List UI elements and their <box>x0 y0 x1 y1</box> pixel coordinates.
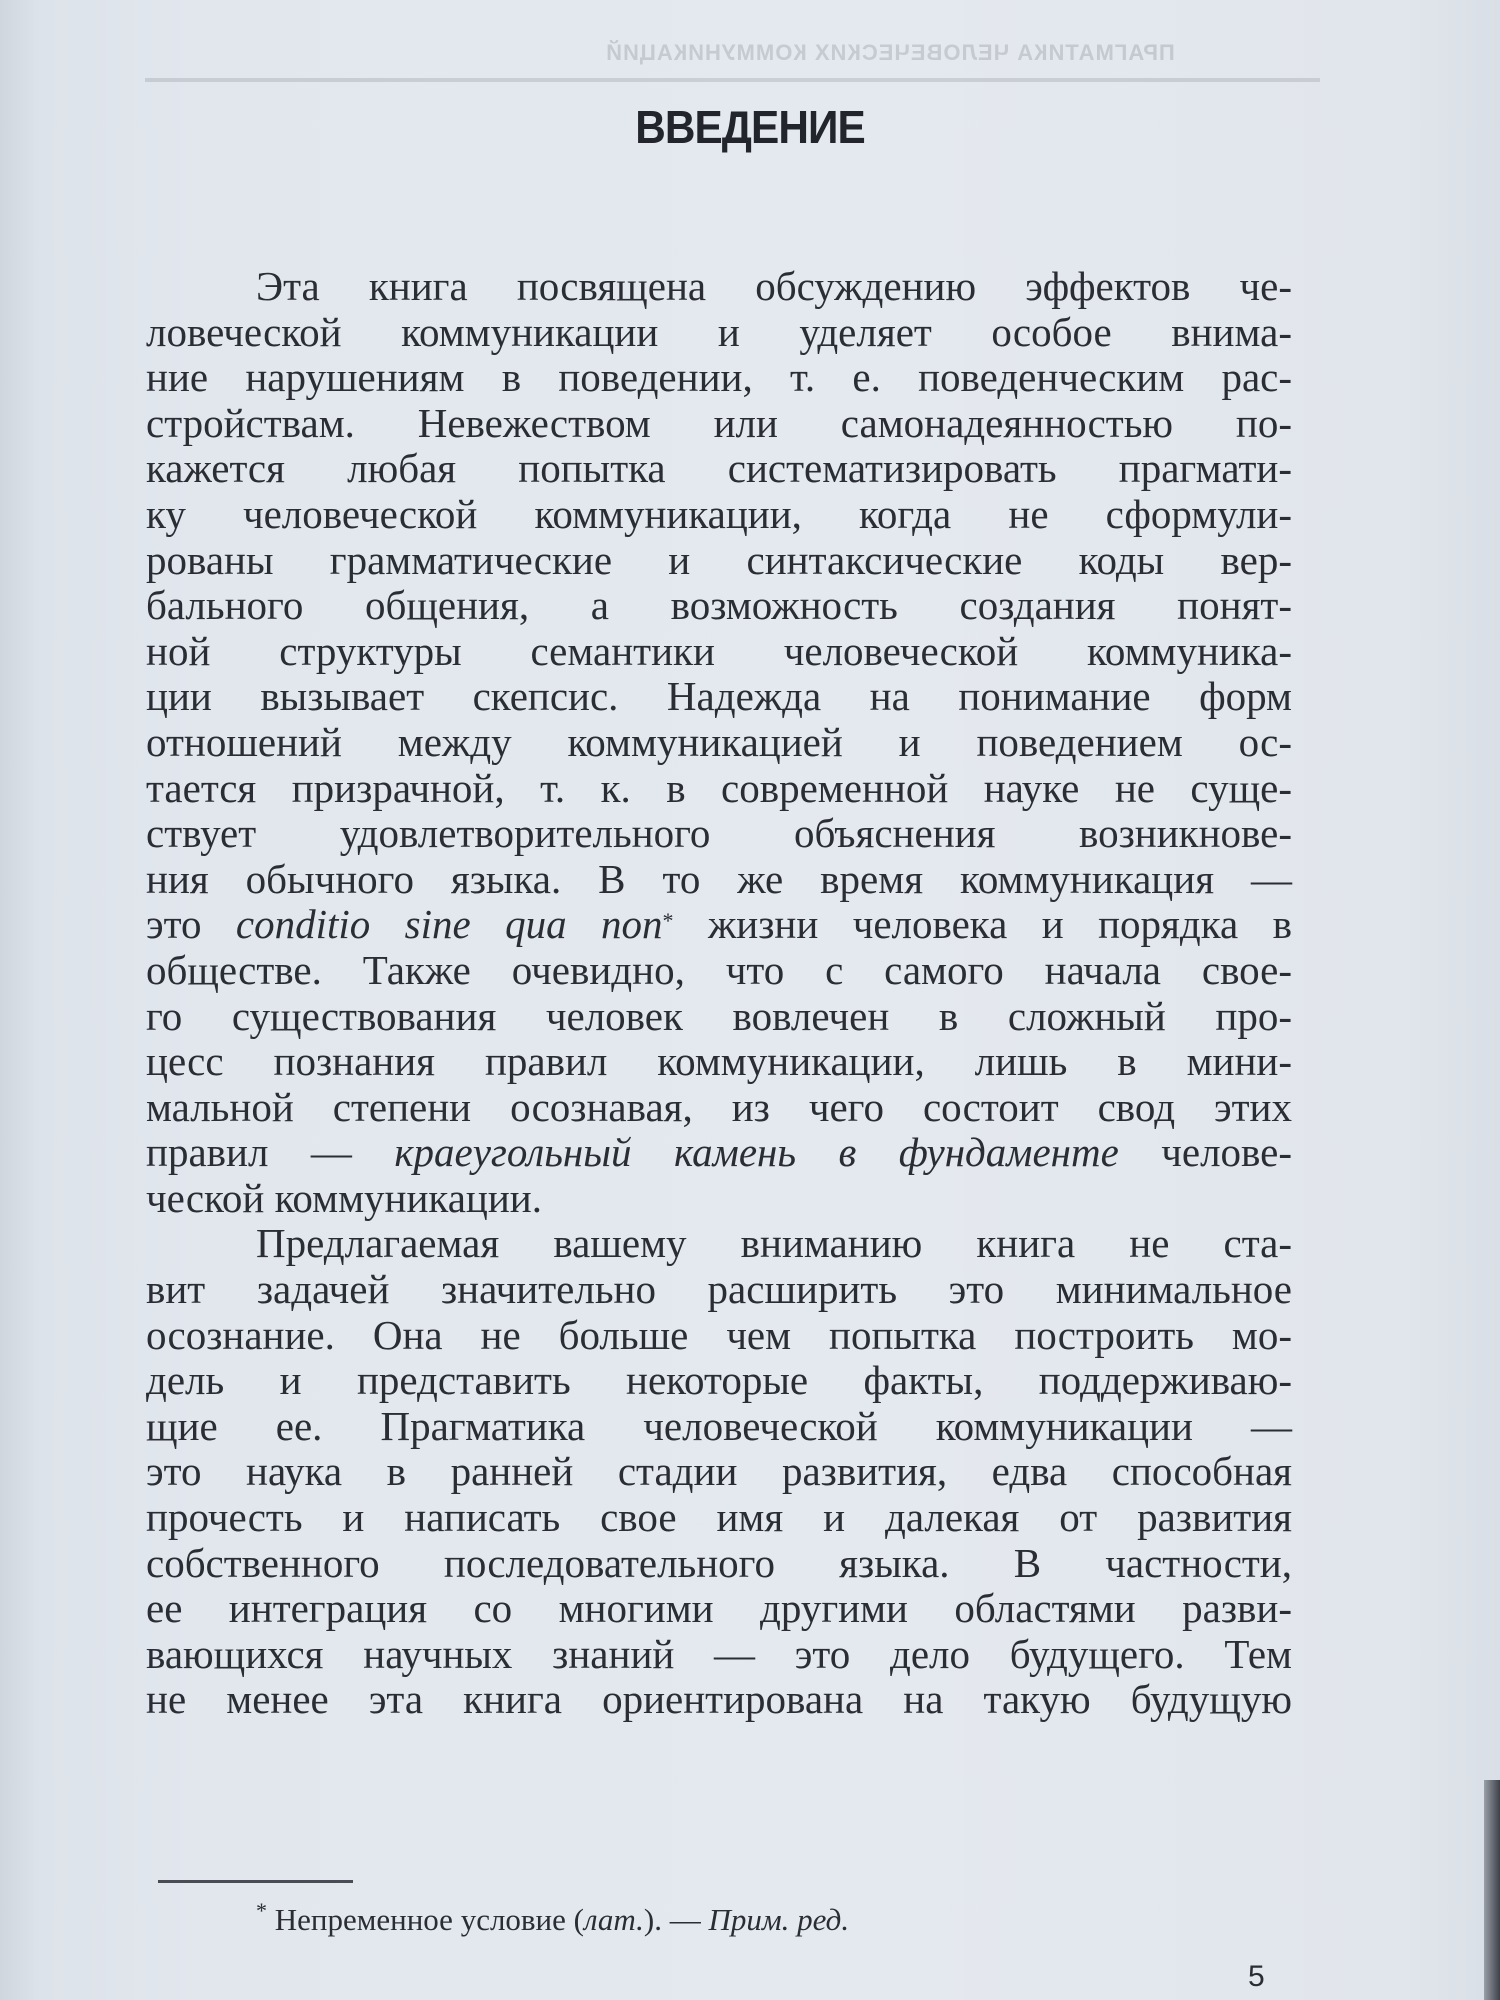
text-line: кажется любая попытка систематизировать прагмати- <box>146 445 1292 492</box>
text-line: го существования человек вовлечен в сложный про- <box>146 992 1292 1039</box>
book-edge-shadow <box>1484 1780 1500 2000</box>
chapter-title: ВВЕДЕНИЕ <box>635 101 865 153</box>
text-line: не менее эта книга ориентирована на такую будущую <box>146 1676 1292 1723</box>
text-line-italic-phrase <box>146 1130 1292 1176</box>
text-line: ции вызывает скепсис. Надежда на понимание форм <box>146 673 1292 720</box>
text-line: это наука в ранней стадии развития, едва способная <box>146 1448 1292 1495</box>
text-line: Эта книга посвящена обсуждению эффектов че- <box>256 263 1292 309</box>
body-text <box>146 264 1292 1723</box>
text-line: ствует удовлетворительного объяснения возникнове- <box>146 810 1292 857</box>
text-line: тается призрачной, т. к. в современной науке не суще- <box>146 764 1292 811</box>
footnote-text: ). — <box>643 1902 709 1937</box>
footnote-marker: * <box>662 908 674 934</box>
text-line: рованы грамматические и синтаксические коды вер- <box>146 536 1292 583</box>
text-line: ловеческой коммуникации и уделяет особое внима- <box>146 308 1292 355</box>
text-line: ческой коммуникации. <box>146 1174 542 1221</box>
text-line: осознание. Она не больше чем попытка построить мо- <box>146 1311 1292 1358</box>
latin-phrase: conditio sine qua non <box>235 901 663 948</box>
text-line: ее интеграция со многими другими областями разви- <box>146 1585 1292 1632</box>
bleed-through-header-rule <box>145 78 1320 82</box>
footnote-editor-note: Прим. ред. <box>708 1902 850 1937</box>
text-line: Предлагаемая вашему вниманию книга не ста- <box>256 1220 1292 1267</box>
text-line: прочесть и написать свое имя и далекая от развития <box>146 1494 1292 1541</box>
footnote-rule <box>158 1880 353 1883</box>
text-line: ние нарушениям в поведении, т. е. поведенческим рас- <box>146 354 1292 401</box>
text-run: это <box>146 901 236 948</box>
footnote-marker: * <box>256 1898 267 1923</box>
text-line: отношений между коммуникацией и поведением ос- <box>146 718 1292 765</box>
page-number: 5 <box>1248 1960 1265 1993</box>
footnote <box>256 1898 850 1938</box>
text-line: щие ее. Прагматика человеческой коммуникации — <box>146 1402 1292 1449</box>
text-line: ния обычного языка. В то же время коммуникация — <box>146 855 1292 902</box>
bleed-through-running-header: ПРАГМАТИКА ЧЕЛОВЕЧЕСКИХ КОММУНИКАЦИЙ <box>605 40 1175 65</box>
text-line: мальной степени осознавая, из чего состоит свод этих <box>146 1083 1292 1130</box>
footnote-italic: лат. <box>583 1902 644 1937</box>
text-run: жизни человека и порядка в <box>673 901 1292 948</box>
text-line: стройствам. Невежеством или самонадеянностью по- <box>146 399 1292 446</box>
text-line: ку человеческой коммуникации, когда не сформули- <box>146 490 1292 537</box>
text-line: бального общения, а возможность создания понят- <box>146 582 1292 629</box>
text-line: собственного последовательного языка. В частности, <box>146 1539 1292 1586</box>
text-run: челове- <box>1118 1129 1293 1176</box>
text-line: ной структуры семантики человеческой коммуника- <box>146 627 1292 674</box>
text-line: цесс познания правил коммуникации, лишь в мини- <box>146 1038 1292 1085</box>
text-line: вит задачей значительно расширить это минимальное <box>146 1266 1292 1313</box>
text-run: правил — <box>146 1129 395 1176</box>
text-line: дель и представить некоторые факты, поддерживаю- <box>146 1357 1292 1404</box>
italic-phrase: краеугольный камень в фундаменте <box>394 1129 1119 1176</box>
text-line-latin-phrase <box>146 902 1292 948</box>
footnote-text: Непременное условие ( <box>267 1902 584 1937</box>
text-line: вающихся научных знаний — это дело будущего. Тем <box>146 1630 1292 1677</box>
text-line: обществе. Также очевидно, что с самого начала свое- <box>146 946 1292 993</box>
